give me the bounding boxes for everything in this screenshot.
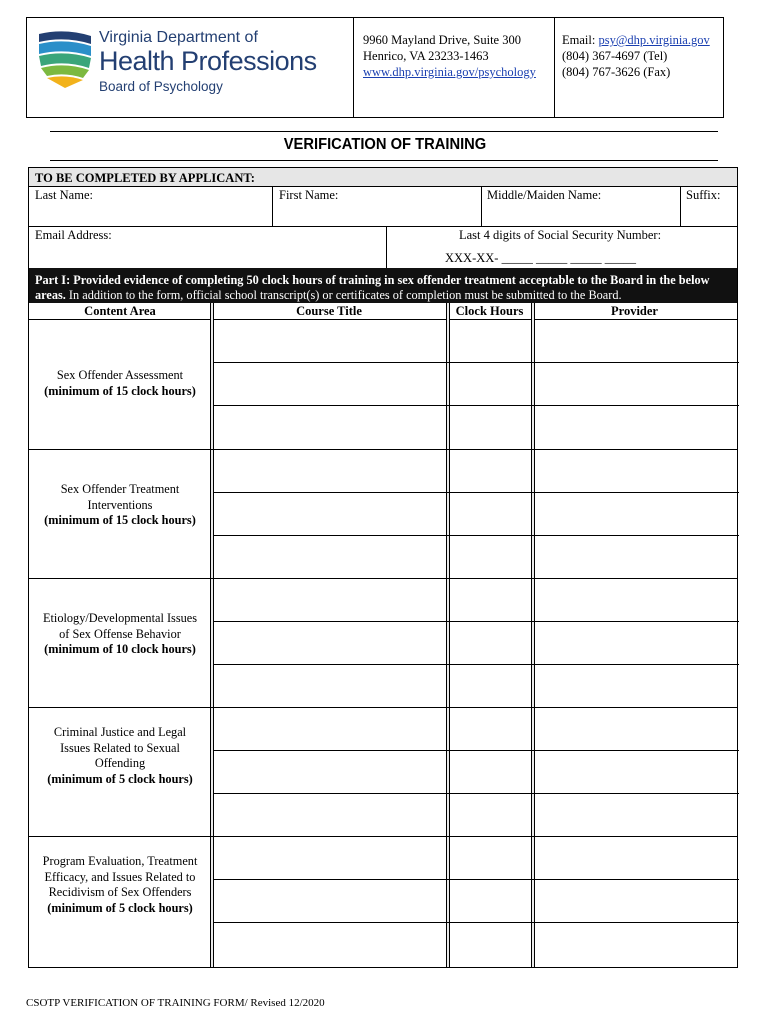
dhp-emblem-icon: [35, 28, 95, 88]
address-line-1: 9960 Mayland Drive, Suite 300: [363, 33, 521, 47]
form-footer: CSOTP VERIFICATION OF TRAINING FORM/ Revised 12/2020: [26, 997, 325, 1009]
email-address-label: Email Address:: [35, 228, 112, 242]
col-content-area: Content Area: [84, 304, 156, 318]
last-name-label: Last Name:: [35, 188, 93, 202]
category-minimum: (minimum of 15 clock hours): [44, 513, 196, 527]
category-treatment: [29, 482, 211, 529]
logo-line-2: Health Professions: [99, 46, 317, 76]
category-label: Efficacy, and Issues Related to: [44, 869, 196, 884]
category-label: Interventions: [87, 497, 153, 512]
first-name-field[interactable]: [273, 204, 481, 226]
category-label: Sex Offender Assessment: [56, 368, 184, 382]
ssn-label: Last 4 digits of Social Security Number:: [459, 228, 662, 242]
training-form: [28, 167, 738, 968]
applicant-heading: TO BE COMPLETED BY APPLICANT:: [35, 171, 255, 185]
col-clock-hours: Clock Hours: [455, 304, 524, 318]
page-title: VERIFICATION OF TRAINING: [283, 136, 487, 153]
ssn-field[interactable]: XXX-XX- _____ _____ _____ _____: [445, 251, 636, 265]
website-link[interactable]: www.dhp.virginia.gov/psychology: [363, 65, 536, 79]
part-one-heading: Part I: Provided evidence of completing 50 clock hours of training in sex offender treatment acceptable to the Board in the below: [35, 273, 710, 287]
suffix-label: Suffix:: [686, 188, 721, 202]
category-label: Sex Offender Treatment: [60, 482, 180, 496]
email-label: Email:: [562, 33, 599, 47]
logo-line-3: Board of Psychology: [99, 79, 223, 94]
agency-contact: [562, 32, 710, 80]
first-name-label: First Name:: [279, 188, 339, 202]
title-rule-top: [50, 131, 718, 132]
category-program-evaluation: [29, 854, 211, 916]
category-label: Issues Related to Sexual: [60, 740, 180, 755]
last-name-field[interactable]: [29, 204, 272, 226]
email-address-field[interactable]: [29, 244, 386, 268]
category-minimum: (minimum of 10 clock hours): [44, 642, 196, 656]
category-label: Etiology/Developmental Issues: [42, 611, 198, 625]
middle-name-field[interactable]: [482, 204, 680, 226]
category-label: Criminal Justice and Legal: [53, 725, 187, 739]
middle-name-label: Middle/Maiden Name:: [487, 188, 602, 202]
category-etiology: [29, 611, 211, 658]
part-one-heading-end: areas.: [35, 288, 66, 302]
phone-number: (804) 367-4697 (Tel): [562, 49, 668, 63]
part-one-instructions: [29, 268, 737, 303]
category-assessment: [29, 368, 211, 399]
title-rule-bottom: [50, 160, 718, 161]
category-minimum: (minimum of 5 clock hours): [47, 771, 193, 786]
suffix-field[interactable]: [681, 204, 737, 226]
logo-line-1: Virginia Department of: [99, 29, 258, 46]
category-minimum: (minimum of 5 clock hours): [47, 900, 193, 915]
dhp-logo: [35, 26, 345, 106]
category-label: Offending: [94, 756, 146, 770]
part-one-note: In addition to the form, official school transcript(s) or certificates of completion must be submitted to the Board.: [65, 288, 622, 302]
agency-header: [26, 17, 724, 118]
col-provider: Provider: [611, 304, 658, 318]
category-label: Recidivism of Sex Offenders: [48, 885, 192, 899]
email-link[interactable]: psy@dhp.virginia.gov: [598, 33, 710, 47]
agency-address: [363, 32, 536, 80]
category-criminal-justice: [29, 725, 211, 787]
category-minimum: (minimum of 15 clock hours): [44, 383, 196, 398]
category-label: of Sex Offense Behavior: [59, 626, 181, 641]
category-label: Program Evaluation, Treatment: [42, 854, 198, 868]
fax-number: (804) 767-3626 (Fax): [562, 65, 671, 79]
col-course-title: Course Title: [296, 304, 362, 318]
address-line-2: Henrico, VA 23233-1463: [363, 49, 489, 63]
